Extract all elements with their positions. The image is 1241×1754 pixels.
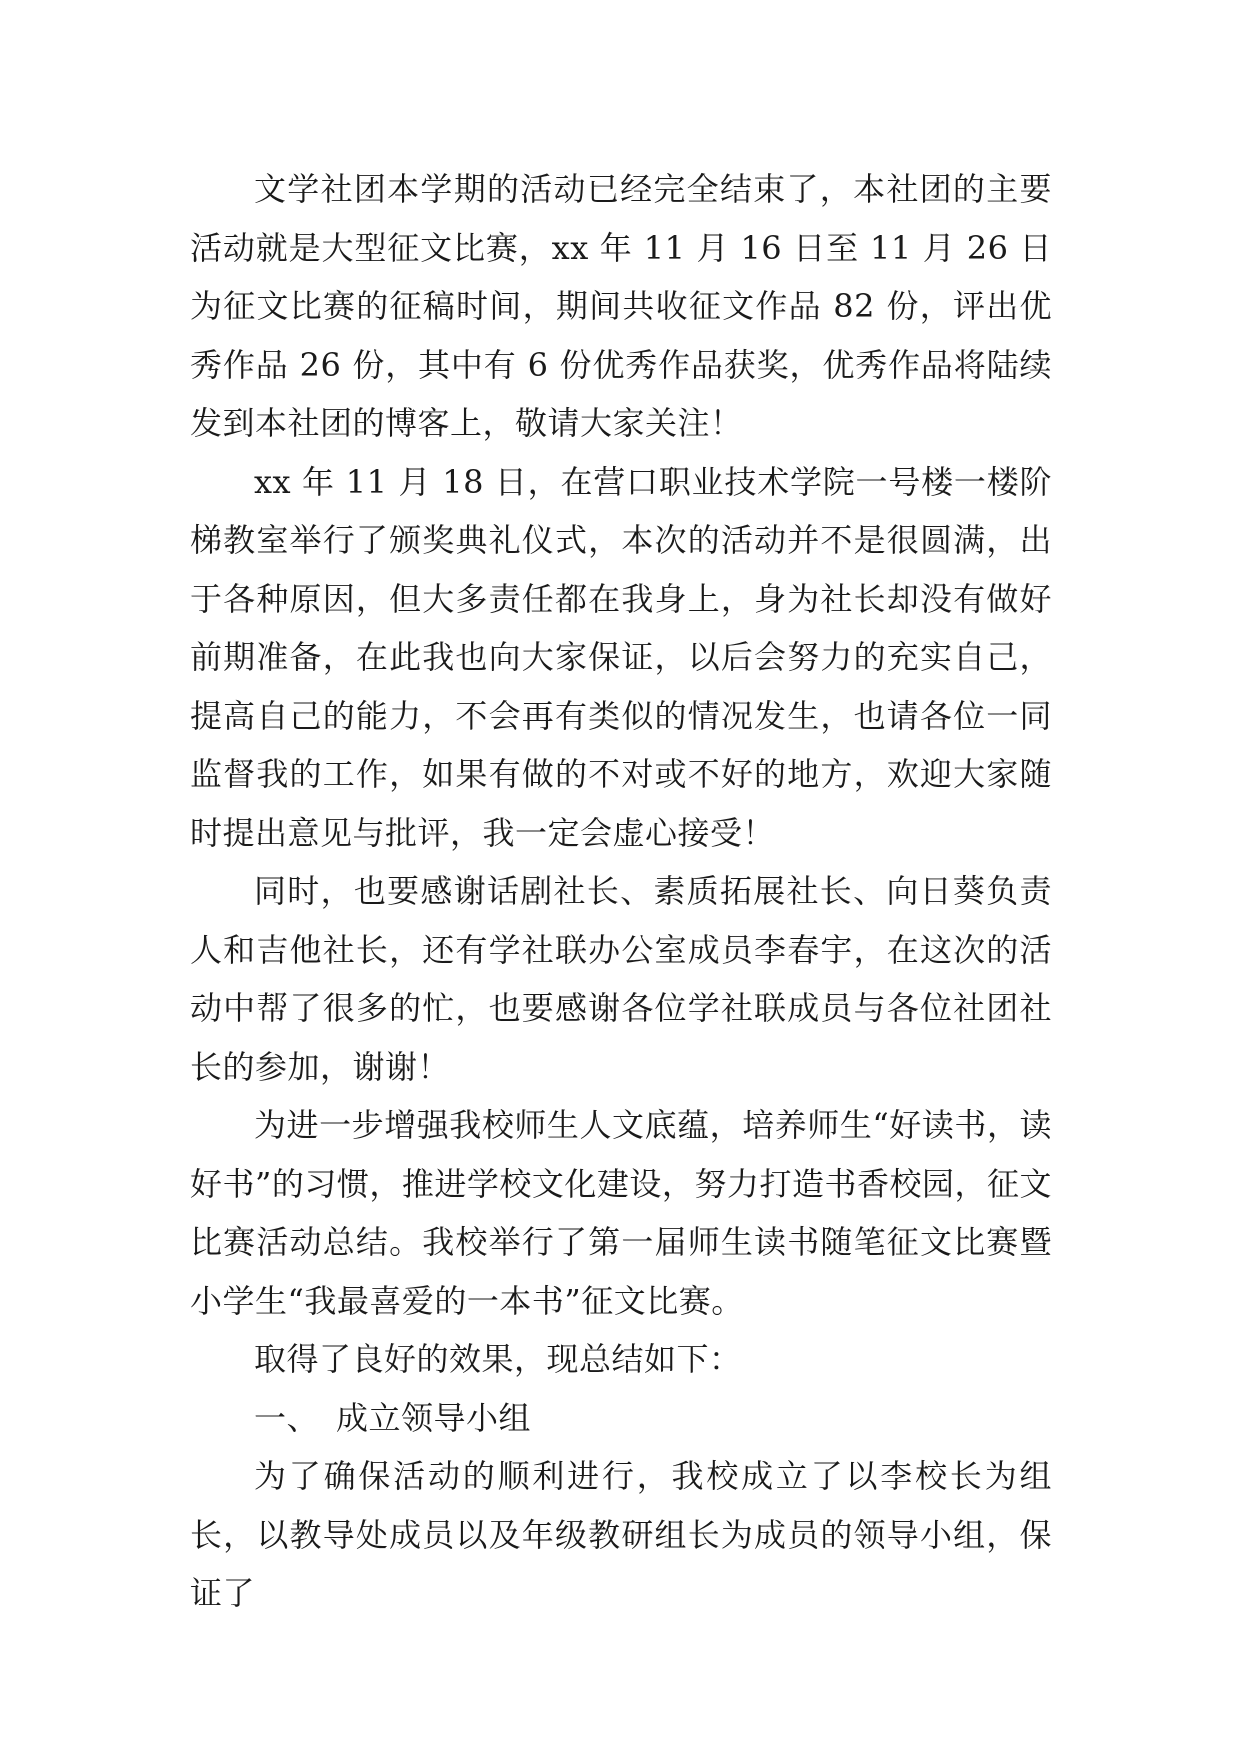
paragraph-purpose: 为进一步增强我校师生人文底蕴，培养师生“好读书，读好书”的习惯，推进学校文化建设，努力打造书香校园，征文比赛活动总结。我校举行了第一届师生读书随笔征文比赛暨小学生“我最喜爱的一本书”征文比赛。 <box>190 1106 1052 1320</box>
section-title: 成立领导小组 <box>336 1398 532 1437</box>
section-heading <box>190 1389 1052 1448</box>
paragraph-leadership: 为了确保活动的顺利进行，我校成立了以李校长为组长，以教导处成员以及年级教研组长为成员的领导小组，保证了 <box>190 1457 1052 1612</box>
section-number: 一、 <box>254 1398 320 1437</box>
paragraph-award-ceremony: xx 年 11 月 18 日，在营口职业技术学院一号楼一楼阶梯教室举行了颁奖典礼仪式，本次的活动并不是很圆满，出于各种原因，但大多责任都在我身上，身为社长却没有做好前期准备，在此我也向大家保证，以后会努力的充实自己，提高自己的能力，不会再有类似的情况发生，也请各位一同监督我的工作，如果有做的不对或不好的地方，欢迎大家随时提出意见与批评，我一定会虚心接受！ <box>190 462 1052 852</box>
document-body <box>190 160 1052 1623</box>
paragraph-activity-summary: 文学社团本学期的活动已经完全结束了，本社团的主要活动就是大型征文比赛，xx 年 11 月 16 日至 11 月 26 日为征文比赛的征稿时间，期间共收征文作品 82 份，评出优秀作品 26 份，其中有 6 份优秀作品获奖，优秀作品将陆续发到本社团的博客上，敬请大家关注！ <box>190 170 1052 442</box>
paragraph-thanks: 同时，也要感谢话剧社长、素质拓展社长、向日葵负责人和吉他社长，还有学社联办公室成员李春宇，在这次的活动中帮了很多的忙，也要感谢各位学社联成员与各位社团社长的参加，谢谢！ <box>190 872 1052 1086</box>
paragraph-result: 取得了良好的效果，现总结如下： <box>254 1340 742 1378</box>
